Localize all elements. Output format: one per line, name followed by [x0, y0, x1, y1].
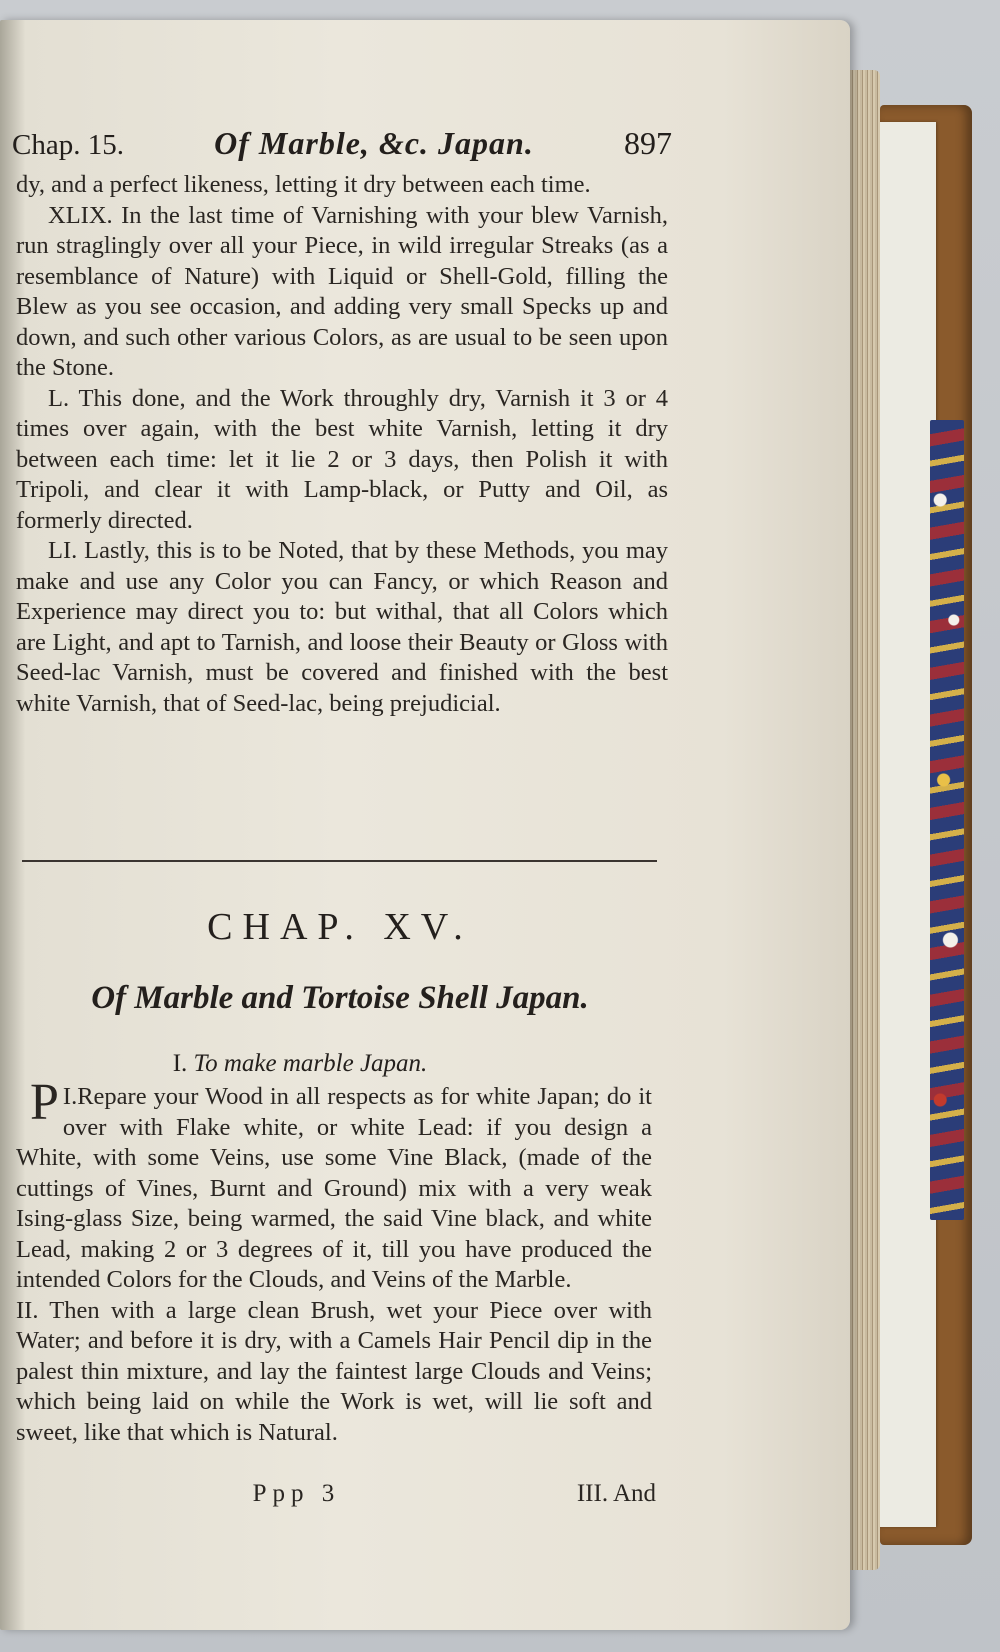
- chapter-heading: CHAP. XV.: [207, 906, 473, 948]
- header-chapter: Chap. 15.: [12, 129, 124, 161]
- header-title: Of Marble, &c. Japan.: [214, 125, 534, 161]
- chapter-subtitle: Of Marble and Tortoise Shell Japan.: [91, 980, 589, 1016]
- paragraph-label: I.: [62, 1083, 78, 1110]
- paragraph-text: Repare your Wood in all respects as for white Japan; do it over with Flake white, or white Lead: if you design a White, with some Veins, use some Vine Black, (made of the cuttings of Vines, Burnt and Ground) mix with a very weak Ising-glass Size, being warmed, the said Vine black, and white Lead, making 2 or 3 degrees of it, till you have produced the intended Colors for the Clouds, and Veins of the Marble.: [16, 1083, 652, 1293]
- drop-cap: P: [30, 1074, 59, 1131]
- page-number: 897: [624, 125, 672, 161]
- paragraph: [16, 1296, 652, 1449]
- paragraph: XLIX. In the last time of Varnishing with your blew Varnish, run straglingly over all your Piece, in wild irregular Streaks (as a resemblance of Nature) with Liquid or Shell-Gold, filling the Blew as you see occasion, and adding very small Specks up and down, and such other various Colors, as are usual to be seen upon the Stone.: [16, 201, 668, 381]
- body-text-bottom: [16, 1074, 652, 1448]
- paragraph-text: Then with a large clean Brush, wet your Piece over with Water; and before it is dry, with a Camels Hair Pencil dip in the palest thin mixture, and lay the faintest large Clouds and Veins; which being laid on while the Work is wet, will lie soft and sweet, like that which is Natural.: [16, 1296, 652, 1446]
- paragraph: dy, and a perfect likeness, letting it dry between each time.: [16, 171, 591, 198]
- section-rule: [22, 860, 657, 862]
- section-heading: [0, 1050, 600, 1078]
- page-footer: [16, 1480, 656, 1508]
- book-page: [0, 20, 850, 1630]
- paragraph-label: II.: [16, 1296, 39, 1324]
- marbled-paper: [930, 420, 964, 1220]
- paragraph: [16, 1074, 652, 1296]
- catchword: III. And: [576, 1480, 656, 1507]
- paragraph: LI. Lastly, this is to be Noted, that by these Methods, you may make and use any Color you can Fancy, or which Reason and Experience may direct you to: but withal, that all Colors which are Light, and apt to Tarnish, and loose their Beauty or Gloss with Seed-lac Varnish, must be covered and finished with the best white Varnish, that of Seed-lac, being prejudicial.: [16, 537, 668, 717]
- paragraph: L. This done, and the Work throughly dry, Varnish it 3 or 4 times over again, with the best white Varnish, letting it dry between each time: let it lie 2 or 3 days, then Polish it with Tripoli, and clear it with Lamp-black, or Putty and Oil, as formerly directed.: [16, 384, 668, 534]
- running-header: [12, 125, 672, 162]
- section-heading-number: I.: [172, 1050, 188, 1077]
- signature-mark: Ppp 3: [252, 1480, 341, 1507]
- endpaper: [876, 122, 936, 1527]
- section-heading-text: To make marble Japan.: [193, 1050, 428, 1077]
- body-text-top: [16, 170, 668, 719]
